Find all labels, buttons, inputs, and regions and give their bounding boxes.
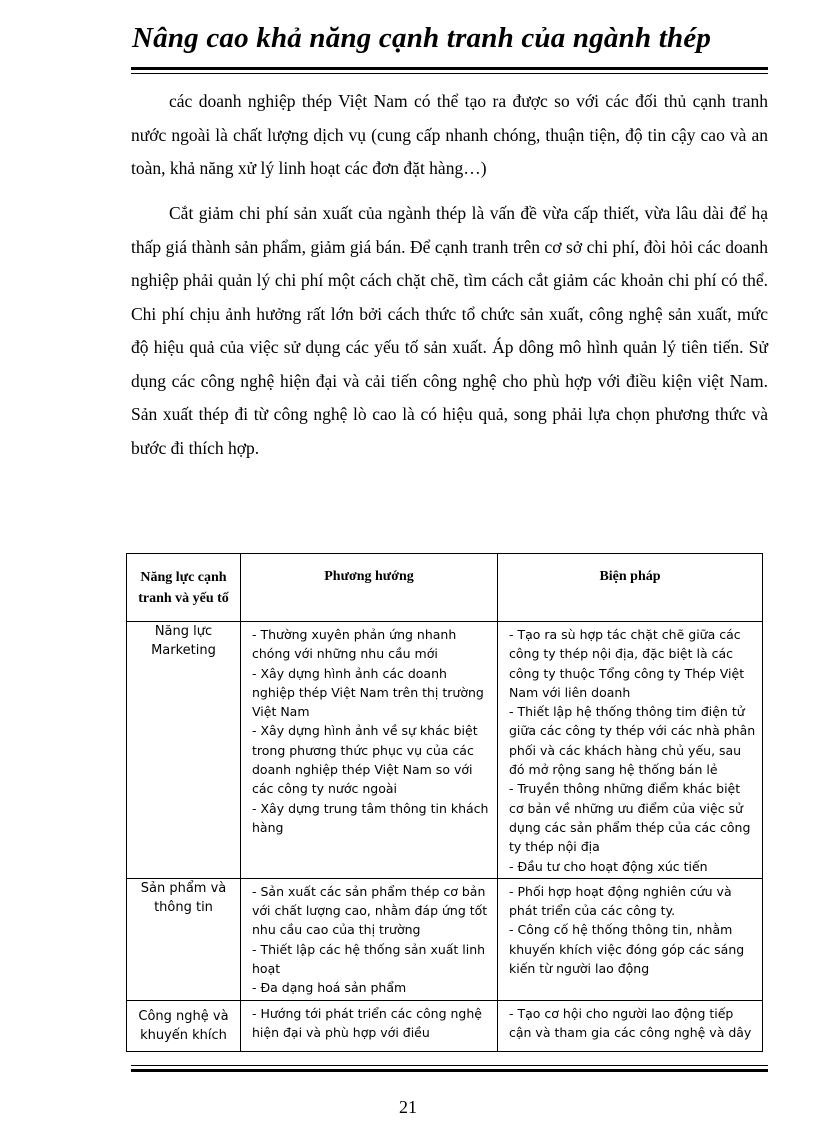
direction-item: - Hướng tới phát triển các công nghệ hiện đại và phù hợp với điều: [252, 1005, 482, 1040]
measure-item: - Tạo cơ hội cho người lao động tiếp cận và tham gia các công nghệ và dây: [509, 1005, 752, 1040]
competitiveness-table: [126, 553, 763, 1052]
table-row: [127, 1000, 763, 1051]
table-row: [127, 622, 763, 879]
direction-item: - Xây dựng hình ảnh các doanh nghiệp thép Việt Nam trên thị trường Việt Nam: [252, 665, 484, 720]
row-directions: [241, 878, 498, 1000]
body-paragraph: Cắt giảm chi phí sản xuất của ngành thép là vấn đề vừa cấp thiết, vừa lâu dài để hạ thấp giá thành sản phẩm, giảm giá bán. Để cạnh tranh trên cơ sở chi phí, đòi hỏi các doanh nghiệp phải quản lý chi phí một cách chặt chẽ, tìm cách cắt giảm các khoản chi phí có thể. Chi phí chịu ảnh hưởng rất lớn bởi cách thức tổ chức sản xuất, công nghệ sản xuất, mức độ hiệu quả của việc sử dụng các yếu tố sản xuất. Áp dông mô hình quản lý tiên tiến. Sử dụng các công nghệ hiện đại và cải tiến công nghệ cho phù hợp với điều kiện việt Nam. Sản xuất thép đi từ công nghệ lò cao là có hiệu quả, song phải lựa chọn phương thức và bước đi thích hợp.: [131, 203, 768, 458]
direction-item: - Đa dạng hoá sản phẩm: [252, 980, 407, 996]
row-directions: [241, 622, 498, 879]
header-direction: Phương hướng: [241, 554, 498, 622]
row-factor: Sản phẩm và thông tin: [127, 878, 241, 1000]
body-paragraph: các doanh nghiệp thép Việt Nam có thể tạo ra được so với các đối thủ cạnh tranh nước ngoài là chất lượng dịch vụ (cung cấp nhanh chóng, thuận tiện, độ tin cậy cao và an toàn, khả năng xử lý linh hoạt các đơn đặt hàng…): [131, 91, 768, 178]
direction-item: - Xây dựng trung tâm thông tin khách hàng: [252, 800, 489, 835]
header-rule-thick: [131, 67, 768, 70]
header-factor: Năng lực cạnh tranh và yếu tố: [127, 554, 241, 622]
row-measures: [498, 1000, 763, 1051]
measure-item: - Công cố hệ thống thông tin, nhằm khuyến khích việc đóng góp các sáng kiến từ người lao động: [509, 922, 745, 977]
direction-item: - Xây dựng hình ảnh về sự khác biệt trong phương thức phục vụ của các doanh nghiệp thép Việt Nam so với các công ty nước ngoài: [252, 723, 478, 797]
table-header-row: [127, 554, 763, 622]
footer-rule-thin: [131, 1065, 768, 1066]
direction-item: - Thiết lập các hệ thống sản xuất linh hoạt: [252, 941, 486, 977]
table-row: [127, 878, 763, 1000]
row-factor: Năng lực Marketing: [127, 622, 241, 879]
row-directions: [241, 1000, 498, 1051]
page-header-title: Nâng cao khả năng cạnh tranh của ngành thép: [132, 22, 712, 54]
measure-item: - Thiết lập hệ thống thông tim điện tử giữa các công ty thép với các nhà phân phối và các khách hàng chủ yếu, sau đó mở rộng sang hệ thống bán lẻ: [509, 704, 756, 778]
direction-item: - Sản xuất các sản phẩm thép cơ bản với chất lượng cao, nhằm đáp ứng tốt nhu cầu cao của thị trường: [252, 883, 488, 938]
header-measure: Biện pháp: [498, 554, 763, 622]
measure-item: - Truyền thông những điểm khác biệt cơ bản về những ưu điểm của việc sử dụng các sản phẩm thép của các công ty thép nội địa: [509, 781, 751, 855]
measure-item: - Tạo ra sù hợp tác chặt chẽ giữa các công ty thép nội địa, đặc biệt là các công ty thuộc Tổng công ty Thép Việt Nam với liên doanh: [509, 627, 745, 700]
measure-item: - Đầu tư cho hoạt động xúc tiến: [509, 858, 708, 874]
footer-rule-thick: [131, 1069, 768, 1072]
row-measures: [498, 622, 763, 879]
row-measures: [498, 878, 763, 1000]
page-number: 21: [399, 1097, 417, 1117]
header-rule-thin: [131, 73, 768, 74]
direction-item: - Thường xuyên phản ứng nhanh chóng với những nhu cầu mới: [252, 627, 457, 662]
measure-item: - Phối hợp hoạt động nghiên cứu và phát triển của các công ty.: [509, 883, 732, 919]
row-factor: Công nghệ và khuyến khích: [127, 1000, 241, 1051]
